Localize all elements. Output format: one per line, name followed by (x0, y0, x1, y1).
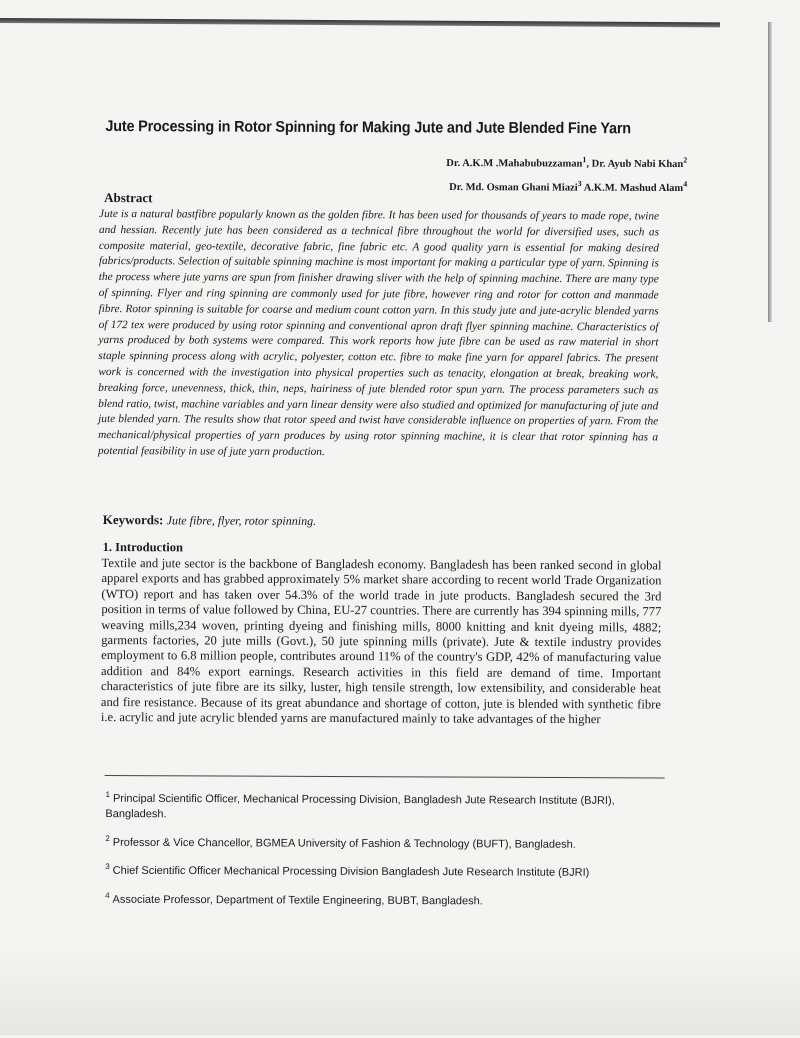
paper-title: Jute Processing in Rotor Spinning for Making Jute and Jute Blended Fine Yarn (105, 118, 631, 138)
author-affiliation-mark: 2 (683, 155, 688, 165)
footnote-text: Associate Professor, Department of Textile Engineering, BUBT, Bangladesh. (112, 893, 483, 908)
footnote-number: 1 (105, 790, 111, 800)
footnote (105, 831, 665, 853)
introduction-body: Textile and jute sector is the backbone of Bangladesh economy. Bangladesh has been ranked second in global apparel exports and has grabbed approximately 5% market share according to recent world Trade Organization (WTO) report and has taken over 54.3% of the world trade in jute products. Bangladesh secured the 3rd position in terms of value followed by China, EU-27 countries. There are currently has 394 spinning mills, 777 weaving mills,234 woven, printing dyeing and finishing mills, 8000 knitting and knit dyeing mills, 4882; garments factories, 20 jute mills (Govt.), 50 jute spinning mills (private). Jute & textile industry provides employment to 6.8 million people, contributes around 11% of the country's GDP, 42% of manufacturing value addition and 84% export earnings. Research activities in this field are demand of time. Important characteristics of jute fibre are its silky, luster, high tensile strength, low extensibility, and considerable heat and fire resistance. Because of its great abundance and shortage of cotton, jute is blended with synthetic fibre i.e. acrylic and jute acrylic blended yarns are manufactured mainly to take advantages of the higher (100, 556, 662, 727)
author-affiliation-mark: 1 (582, 155, 587, 165)
footnote-number: 3 (105, 862, 110, 872)
abstract-body: Jute is a natural bastfibre popularly known as the golden fibre. It has been used for thousands of years to made rope, twine and hessian. Recently jute has been considered as a technical fibre throughout the world for diversified uses, such as composite material, geo-textile, decorative fabric, fine fabric etc. A good quality yarn is essential for making desired fabrics/products. Selection of suitable spinning machine is most important for making a particular type of yarn. Spinning is the process where jute yarns are spun from finisher drawing sliver with the help of spinning machine. There are many type of spinning. Flyer and ring spinning are commonly used for jute fibre, however ring and rotor for cotton and manmade fibre. Rotor spinning is suitable for coarse and medium count cotton yarn. In this study jute and jute-acrylic blended yarns of 172 tex were produced by using rotor spinning and conventional apron draft flyer spinning machine. Characteristics of yarns produced by both systems were compared. This work reports how jute fibre can be used as raw material in short staple spinning process along with acrylic, polyester, cotton etc. fibre to make fine yarn for apparel fabrics. The present work is concerned with the investigation into physical properties such as tenacity, elongation at break, breaking work, breaking force, unevenness, thick, thin, neps, hairiness of jute blended rotor spun yarn. The process parameters such as blend ratio, twist, machine variables and yarn linear density were also studied and optimized for manufacturing of jute and jute blended yarn. The results show that rotor speed and twist have considerable influence on properties of yarn. From the mechanical/physical properties of yarn produces by using rotor spinning machine, it is clear that rotor spinning has a potential feasibility in use of jute yarn production. (98, 207, 660, 458)
footnote (105, 888, 665, 910)
author-affiliation-mark: 4 (683, 179, 688, 189)
footnote-divider (105, 775, 665, 778)
footnote-text: Principal Scientific Officer, Mechanical Processing Division, Bangladesh Jute Research Institute (BJRI), Bangladesh. (105, 792, 615, 820)
footnote-text: Chief Scientific Officer Mechanical Processing Division Bangladesh Jute Research Institute (BJRI) (112, 865, 590, 880)
author-affiliation-mark: 3 (577, 178, 582, 188)
author-line-2 (446, 173, 687, 198)
footnote-number: 4 (105, 890, 110, 901)
abstract-heading: Abstract (104, 190, 153, 206)
author-name: A.K.M. Mashud Alam (583, 182, 684, 194)
keywords (103, 512, 316, 529)
author-name: Dr. Md. Osman Ghani Miazi (449, 181, 578, 194)
keywords-text: Jute fibre, flyer, rotor spinning. (166, 513, 317, 528)
keywords-label: Keywords: (102, 512, 164, 528)
author-name: Dr. Ayub Nabi Khan (591, 158, 684, 171)
footnote (105, 859, 665, 881)
introduction-heading: 1. Introduction (102, 540, 183, 555)
scan-border-right (768, 22, 772, 322)
author-line-1 (446, 150, 687, 175)
footnotes (105, 787, 666, 919)
paper-page (95, 0, 688, 1037)
author-separator: , (586, 158, 592, 170)
author-name: Dr. A.K.M .Mahabubuzzaman (446, 158, 583, 170)
footnote-text: Professor & Vice Chancellor, BGMEA University of Fashion & Technology (BUFT), Bangladesh. (112, 836, 576, 851)
footnote (105, 787, 665, 824)
footnote-number: 2 (105, 833, 110, 843)
author-list (446, 150, 687, 198)
